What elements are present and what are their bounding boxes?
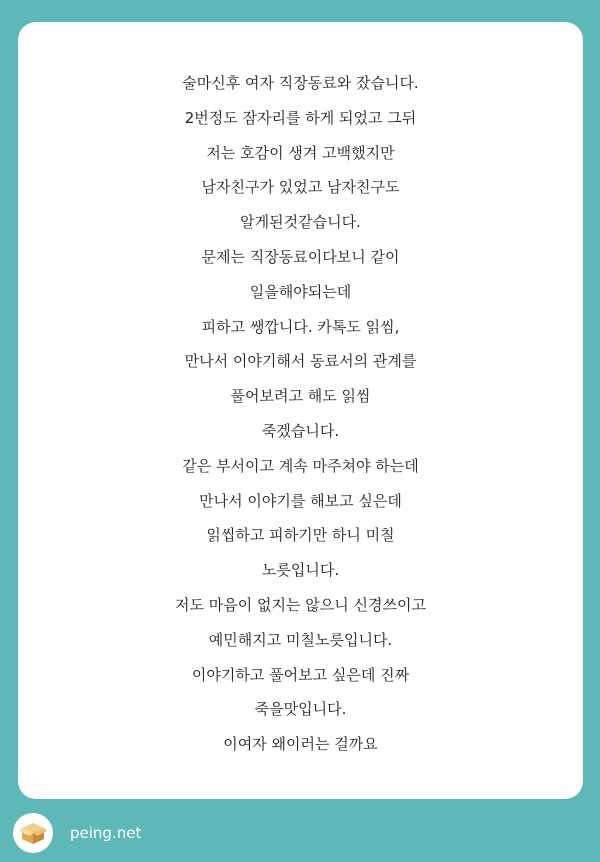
question-line: 죽겠습니다.: [261, 421, 340, 440]
question-line: 남자친구가 있었고 남자친구도: [201, 178, 400, 197]
question-line: 술마신후 여자 직장동료와 잤습니다.: [182, 74, 419, 92]
question-line: 저도 마음이 없지는 않으니 신경쓰이고: [175, 595, 426, 614]
footer: [13, 813, 141, 853]
question-line: 같은 부서이고 계속 마주쳐야 하는데: [182, 456, 419, 475]
peing-box-icon[interactable]: [13, 813, 53, 853]
question-line: 읽씹하고 피하기만 하니 미칠: [206, 526, 395, 545]
question-line: 이여자 왜이러는 걸까요: [223, 735, 378, 754]
brand-link[interactable]: peing.net: [70, 824, 142, 842]
question-line: 문제는 직장동료이다보니 같이: [201, 247, 400, 266]
question-card: [18, 22, 583, 799]
question-line: 풀어보려고 해도 읽씸: [230, 387, 371, 406]
question-line: 저는 호감이 생겨 고백했지만: [206, 143, 395, 162]
question-line: 일을해야되는데: [249, 282, 352, 301]
question-line: 예민해지고 미칠노릇입니다.: [208, 630, 393, 649]
question-line: 알게된것같습니다.: [240, 213, 361, 232]
question-line: 노릇입니다.: [261, 561, 340, 580]
question-line: 이야기하고 풀어보고 싶은데 진짜: [191, 665, 410, 684]
question-line: 만나서 이야기를 해보고 싶은데: [199, 491, 402, 510]
question-line: 2번정도 잠자리를 하게 되었고 그뒤: [184, 108, 417, 127]
question-line: 피하고 쌩깝니다. 카톡도 읽씸,: [201, 317, 400, 336]
question-line: 죽을맛입니다.: [254, 700, 347, 719]
question-text: [18, 66, 583, 762]
question-line: 만나서 이야기해서 동료서의 관계를: [184, 352, 417, 371]
